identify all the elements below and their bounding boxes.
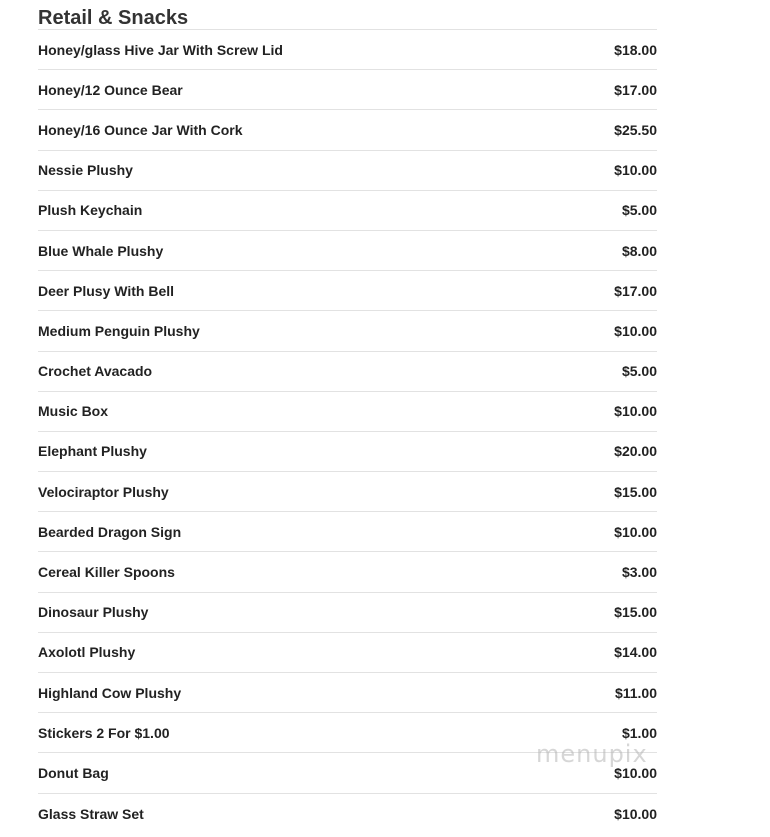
menu-item-row bbox=[38, 593, 657, 633]
menu-item-name: Elephant Plushy bbox=[38, 443, 147, 460]
menu-item-price: $11.00 bbox=[614, 684, 657, 701]
menu-item-row bbox=[38, 713, 657, 753]
menu-item-row bbox=[38, 70, 657, 110]
menu-item-price: $5.00 bbox=[621, 363, 657, 380]
menu-item-price: $10.00 bbox=[614, 403, 657, 420]
menu-item-price: $10.00 bbox=[614, 764, 657, 781]
menu-item-price: $10.00 bbox=[614, 322, 657, 339]
menu-item-row bbox=[38, 151, 657, 191]
menu-section bbox=[38, 0, 657, 834]
section-title: Retail & Snacks bbox=[38, 0, 657, 30]
menu-item-name: Glass Straw Set bbox=[38, 805, 144, 822]
menu-item-name: Medium Penguin Plushy bbox=[38, 322, 200, 339]
menu-item-name: Velociraptor Plushy bbox=[38, 483, 169, 500]
menu-item-row bbox=[38, 392, 657, 432]
menu-item-price: $18.00 bbox=[614, 41, 657, 58]
menu-item-row bbox=[38, 472, 657, 512]
menu-item-row bbox=[38, 794, 657, 834]
menu-item-name: Stickers 2 For $1.00 bbox=[38, 724, 170, 741]
menu-item-list bbox=[38, 30, 657, 834]
menu-item-price: $10.00 bbox=[614, 805, 657, 822]
watermark-logo: menupix bbox=[536, 740, 648, 768]
menu-item-row bbox=[38, 271, 657, 311]
menu-item-row bbox=[38, 673, 657, 713]
menu-item-name: Bearded Dragon Sign bbox=[38, 523, 182, 540]
menu-item-name: Donut Bag bbox=[38, 764, 109, 781]
menu-item-price: $10.00 bbox=[614, 523, 657, 540]
menu-item-row bbox=[38, 633, 657, 673]
menu-item-row bbox=[38, 552, 657, 592]
menu-item-name: Dinosaur Plushy bbox=[38, 604, 149, 621]
menu-item-price: $15.00 bbox=[614, 604, 657, 621]
menu-item-price: $3.00 bbox=[621, 564, 657, 581]
menu-item-name: Nessie Plushy bbox=[38, 162, 133, 179]
menu-item-name: Crochet Avacado bbox=[38, 363, 153, 380]
menu-item-price: $17.00 bbox=[614, 282, 657, 299]
menu-item-price: $1.00 bbox=[621, 724, 657, 741]
menu-item-price: $17.00 bbox=[614, 81, 657, 98]
menu-item-row bbox=[38, 110, 657, 150]
menu-item-price: $5.00 bbox=[621, 202, 657, 219]
menu-item-row bbox=[38, 231, 657, 271]
menu-item-price: $14.00 bbox=[614, 644, 657, 661]
menu-item-row bbox=[38, 432, 657, 472]
menu-item-name: Cereal Killer Spoons bbox=[38, 564, 175, 581]
menu-item-price: $10.00 bbox=[614, 162, 657, 179]
menu-item-name: Axolotl Plushy bbox=[38, 644, 136, 661]
menu-item-row bbox=[38, 352, 657, 392]
menu-item-price: $20.00 bbox=[614, 443, 657, 460]
menu-item-row bbox=[38, 512, 657, 552]
menu-item-row bbox=[38, 753, 657, 793]
menu-item-name: Honey/glass Hive Jar With Screw Lid bbox=[38, 41, 283, 58]
menu-item-name: Blue Whale Plushy bbox=[38, 242, 164, 259]
menu-item-price: $25.50 bbox=[614, 121, 657, 138]
menu-item-price: $8.00 bbox=[621, 242, 657, 259]
menu-item-name: Music Box bbox=[38, 403, 109, 420]
menu-item-row bbox=[38, 311, 657, 351]
menu-item-name: Honey/16 Ounce Jar With Cork bbox=[38, 121, 243, 138]
menu-item-row bbox=[38, 191, 657, 231]
menu-item-name: Honey/12 Ounce Bear bbox=[38, 81, 183, 98]
menu-item-price: $15.00 bbox=[614, 483, 657, 500]
menu-item-name: Plush Keychain bbox=[38, 202, 143, 219]
menu-item-name: Highland Cow Plushy bbox=[38, 684, 182, 701]
menu-item-row bbox=[38, 30, 657, 70]
menu-item-name: Deer Plusy With Bell bbox=[38, 282, 175, 299]
